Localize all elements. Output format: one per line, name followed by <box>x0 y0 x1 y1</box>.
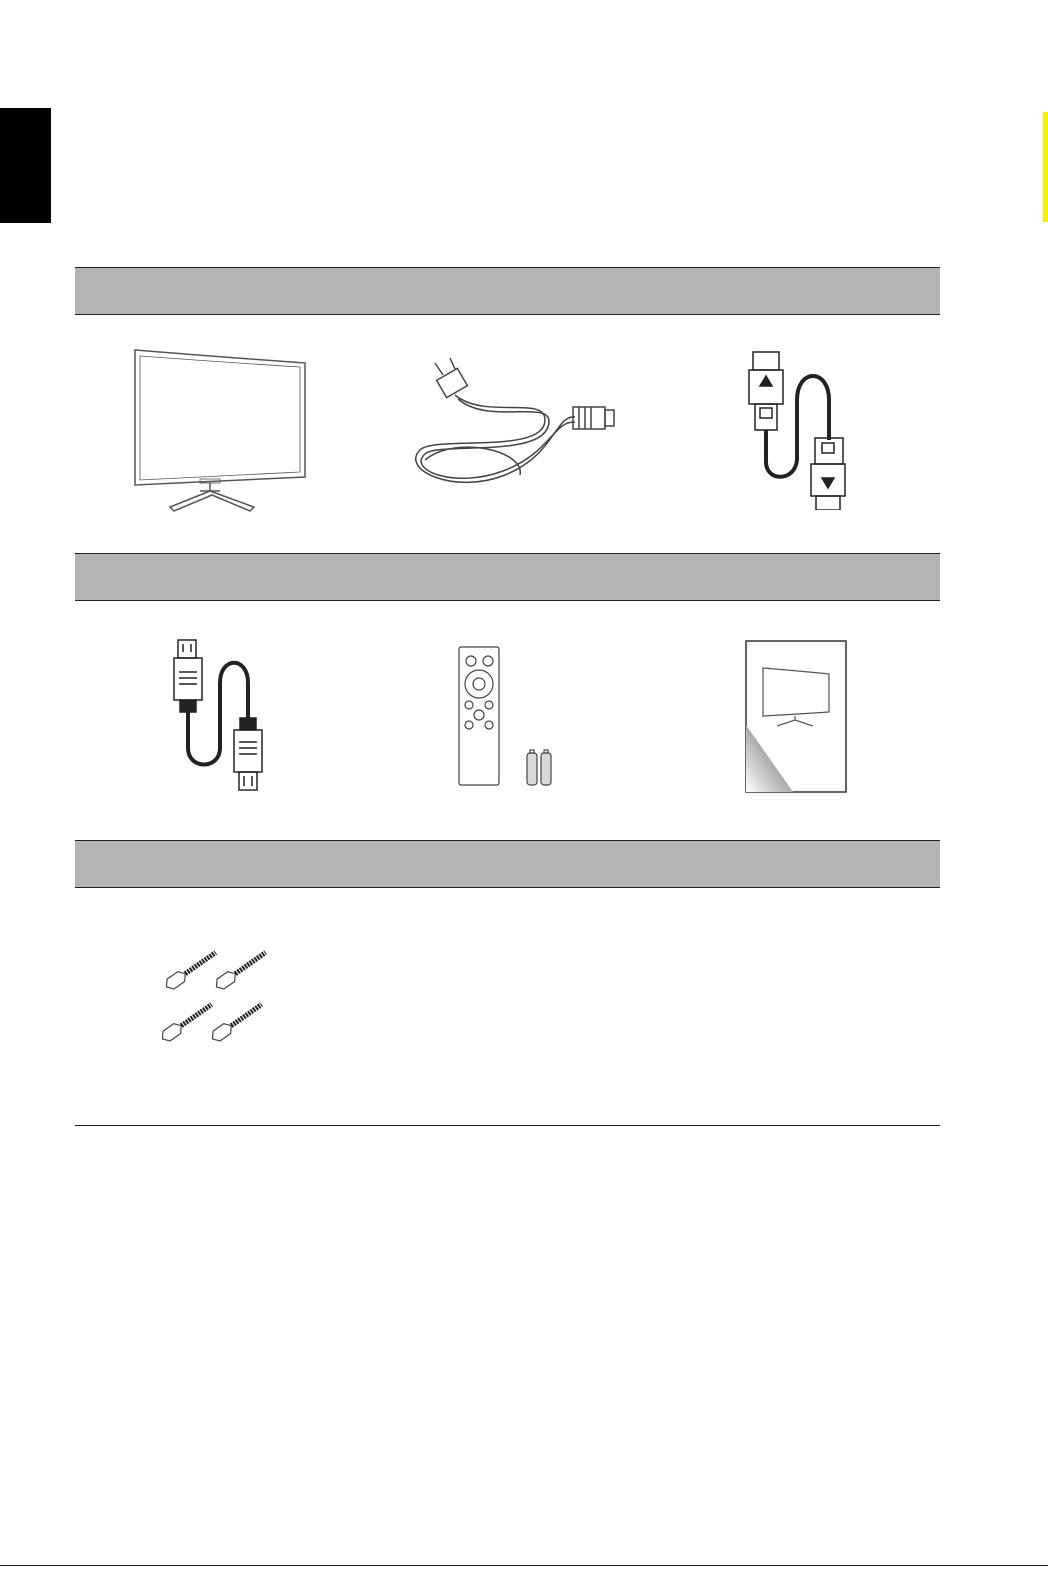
quick-start-guide-icon <box>745 640 848 794</box>
usb-cable-icon <box>160 638 275 798</box>
power-cord-icon <box>395 355 620 500</box>
remote-control-with-batteries-icon <box>455 645 565 790</box>
displayport-cable-icon <box>745 350 860 510</box>
language-tab <box>0 108 51 223</box>
curved-monitor-icon <box>125 345 315 515</box>
table-bottom-rule <box>75 1125 940 1126</box>
table-header-band-2 <box>75 553 940 601</box>
table-header-band-3 <box>75 840 940 888</box>
table-header-band-1 <box>75 267 940 315</box>
standoff-screws-icon <box>155 950 285 1055</box>
page-footer-rule <box>0 1565 1048 1566</box>
page-edge-marker <box>1043 112 1048 222</box>
